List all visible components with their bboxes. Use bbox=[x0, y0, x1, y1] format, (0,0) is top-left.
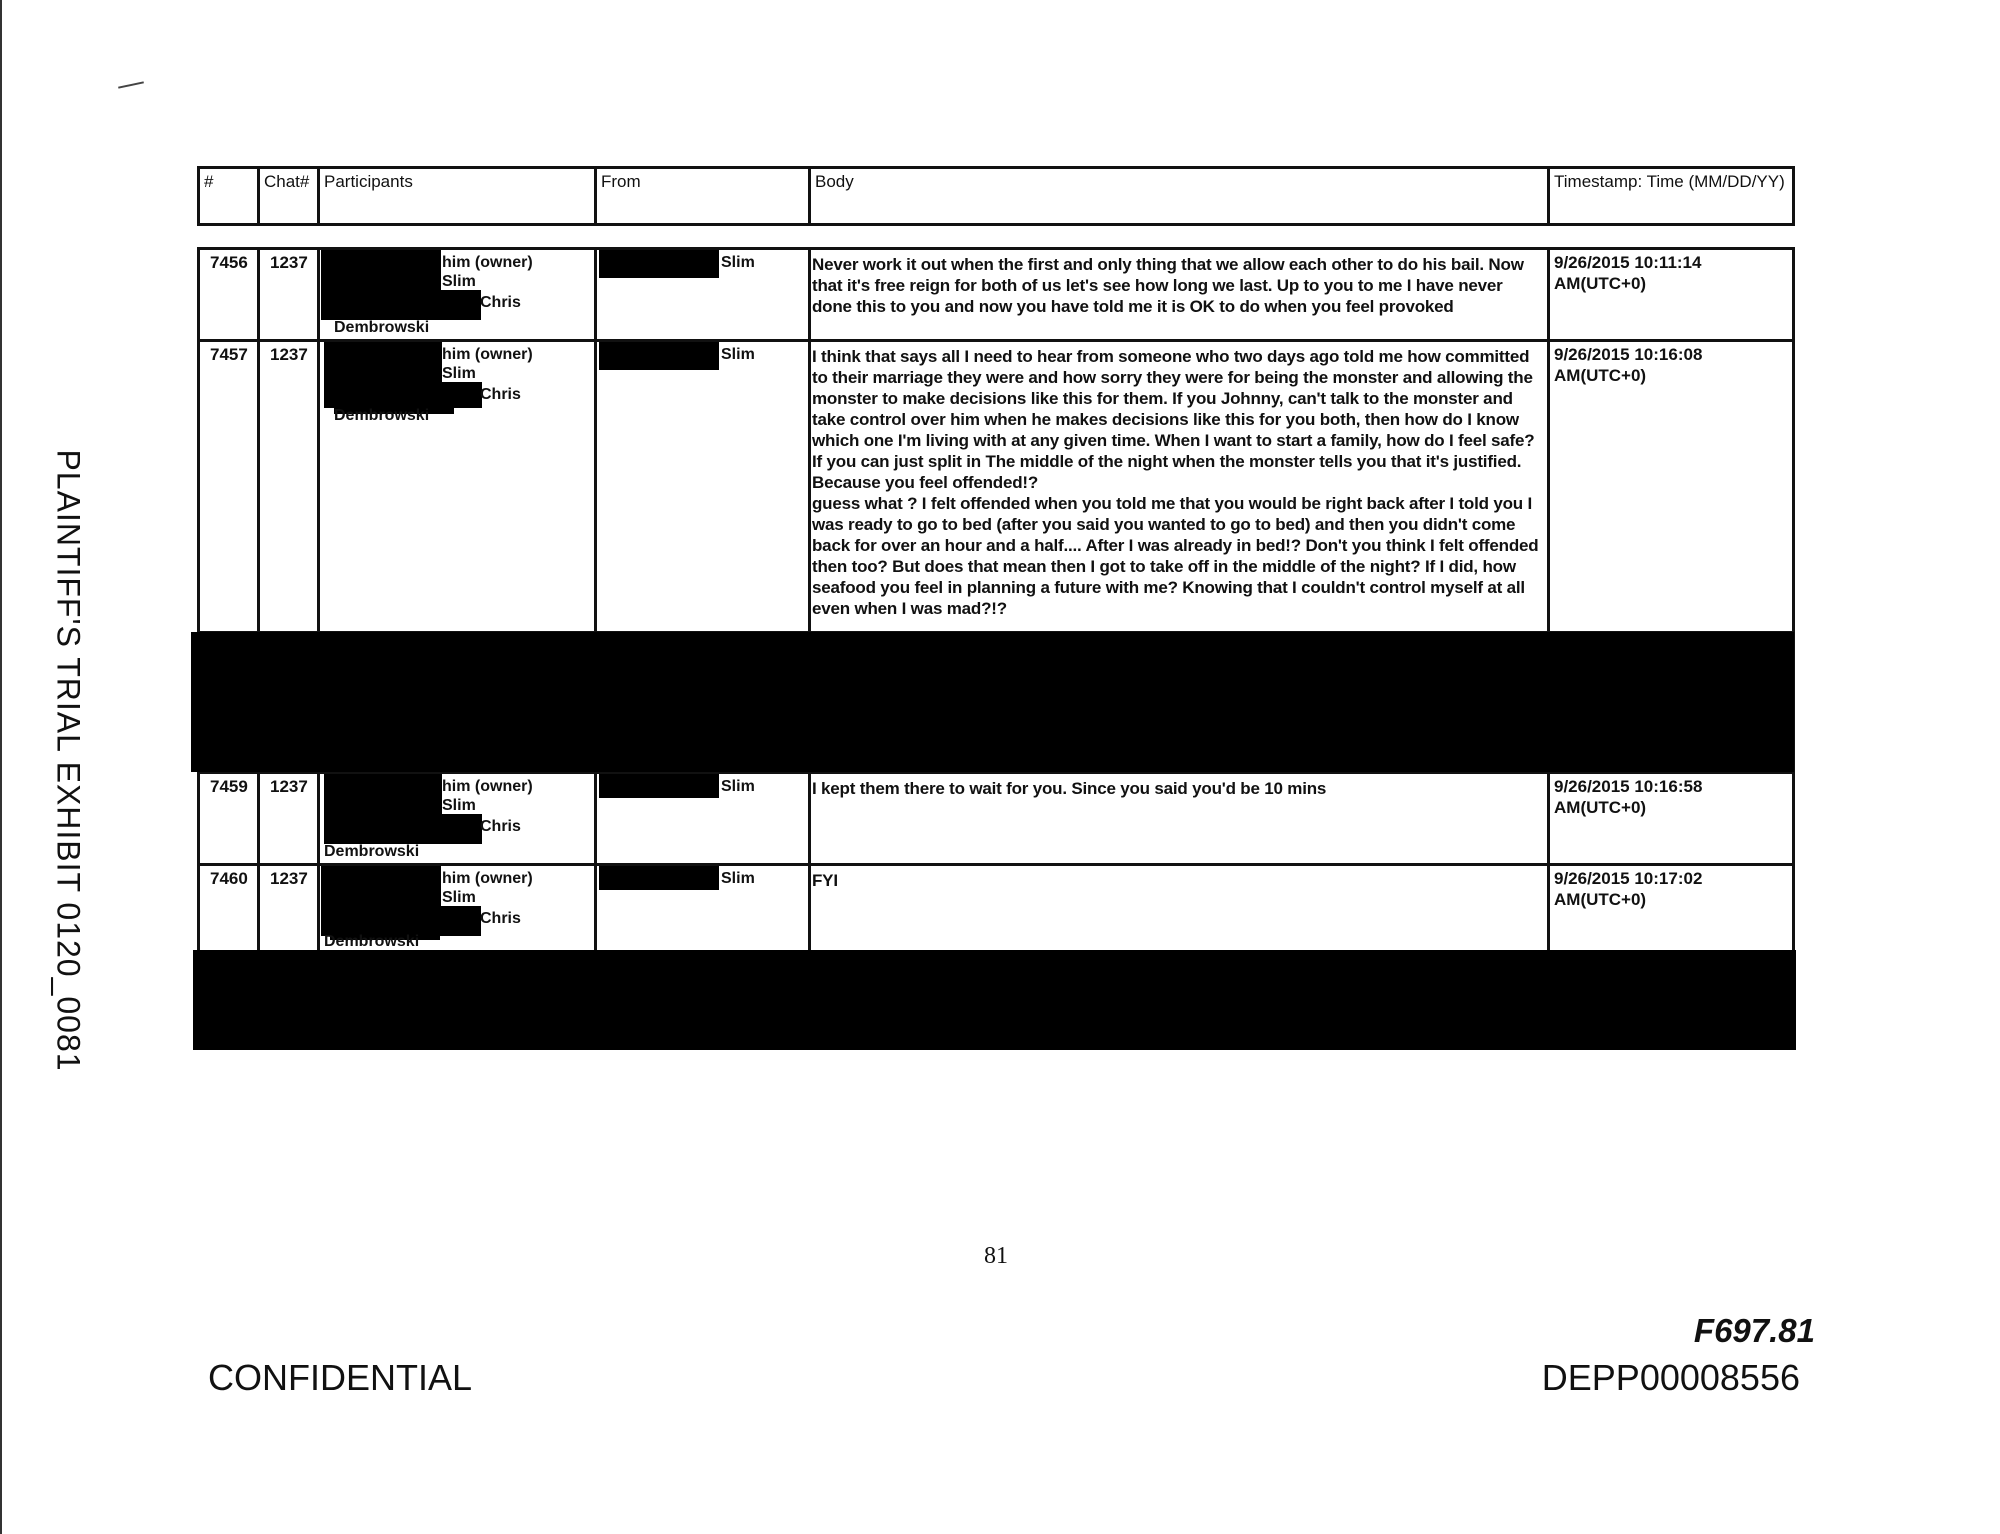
participant-dembrowski: Dembrowski bbox=[324, 933, 420, 950]
scan-mark bbox=[118, 81, 144, 88]
participants-cell bbox=[319, 249, 596, 341]
participants-cell bbox=[319, 865, 596, 957]
from-cell bbox=[596, 249, 810, 341]
redaction-bar bbox=[193, 950, 1796, 1050]
message-body: I kept them there to wait for you. Since you said you'd be 10 mins bbox=[810, 773, 1549, 865]
redaction-block bbox=[599, 774, 719, 798]
header-timestamp: Timestamp: Time (MM/DD/YY) bbox=[1549, 168, 1794, 225]
message-body: Never work it out when the first and only thing that we allow each other to do his bail. Now that it's free reign for both of us let's see how long we last. Up to you to me I have never done this to you and now you have told me it is OK to do when you feel provoked bbox=[810, 249, 1549, 341]
redaction-block bbox=[324, 774, 442, 818]
message-timestamp: 9/26/2015 10:11:14 AM(UTC+0) bbox=[1549, 249, 1794, 341]
table-row bbox=[199, 773, 1794, 865]
row-number: 7457 bbox=[199, 341, 259, 633]
redaction-bar bbox=[191, 632, 1794, 772]
redaction-block bbox=[321, 866, 441, 910]
from-cell bbox=[596, 865, 810, 957]
participant-owner: him (owner) bbox=[442, 346, 533, 363]
redaction-block bbox=[599, 250, 719, 278]
header-participants: Participants bbox=[319, 168, 596, 225]
participant-dembrowski: Dembrowski bbox=[334, 319, 430, 336]
chat-number: 1237 bbox=[259, 865, 319, 957]
from-cell bbox=[596, 341, 810, 633]
redaction-block bbox=[599, 342, 719, 370]
table-header bbox=[197, 166, 1795, 226]
from-name: Slim bbox=[721, 346, 755, 363]
table-row bbox=[199, 865, 1794, 957]
participant-chris: Chris bbox=[480, 910, 521, 927]
header-number: # bbox=[199, 168, 259, 225]
row-number: 7459 bbox=[199, 773, 259, 865]
participant-chris: Chris bbox=[480, 386, 521, 403]
row-number: 7460 bbox=[199, 865, 259, 957]
exhibit-label: PLAINTIFF'S TRIAL EXHIBIT 0120_0081 bbox=[50, 448, 87, 1072]
message-table bbox=[197, 247, 1795, 958]
page-left-edge bbox=[0, 0, 2, 1534]
redaction-block bbox=[324, 382, 482, 408]
message-body: FYI bbox=[810, 865, 1549, 957]
participant-owner: him (owner) bbox=[442, 778, 533, 795]
chat-number: 1237 bbox=[259, 341, 319, 633]
redaction-block bbox=[321, 250, 441, 294]
confidential-label: CONFIDENTIAL bbox=[208, 1357, 473, 1398]
message-timestamp: 9/26/2015 10:17:02 AM(UTC+0) bbox=[1549, 865, 1794, 957]
participant-slim: Slim bbox=[442, 889, 476, 906]
table-row bbox=[199, 341, 1794, 633]
header-from: From bbox=[596, 168, 810, 225]
exhibit-stamp bbox=[28, 440, 108, 1080]
form-code: F697.81 bbox=[1693, 1312, 1815, 1349]
message-timestamp: 9/26/2015 10:16:58 AM(UTC+0) bbox=[1549, 773, 1794, 865]
header-body: Body bbox=[810, 168, 1549, 225]
participant-dembrowski: Dembrowski bbox=[334, 407, 430, 424]
participant-slim: Slim bbox=[442, 273, 476, 290]
from-cell bbox=[596, 773, 810, 865]
participant-slim: Slim bbox=[442, 365, 476, 382]
participant-chris: Chris bbox=[480, 818, 521, 835]
from-name: Slim bbox=[721, 778, 755, 795]
row-number: 7456 bbox=[199, 249, 259, 341]
message-body: I think that says all I need to hear from someone who two days ago told me how committed to their marriage they were and how sorry they were for being the monster and allowing the monster to make decisions like this for them. If you Johnny, can't talk to the monster and take control over him when he makes decisions like this for you both, then how do I know which one I'm living with at any given time. When I want to start a family, how do I feel safe? If you can just split in The middle of the night when the monster tells you that it's justified. Because you feel offended!? guess what ? I felt offended when you told me that you would be right back after I told you I was ready to go to bed (after you said you wanted to go to bed) and then you didn't come back for over an hour and a half.... After I was already in bed!? Don't you think I felt offended then too? But does that mean then I got to take off in the middle of the night? If I did, how seafood you feel in planning a future with me? Knowing that I couldn't control myself at all even when I was mad?!? bbox=[810, 341, 1549, 633]
participant-owner: him (owner) bbox=[442, 254, 533, 271]
participants-cell bbox=[319, 773, 596, 865]
chat-number: 1237 bbox=[259, 773, 319, 865]
page-number: 81 bbox=[984, 1243, 1008, 1269]
redaction-block bbox=[321, 290, 481, 320]
participant-owner: him (owner) bbox=[442, 870, 533, 887]
chat-number: 1237 bbox=[259, 249, 319, 341]
redaction-block bbox=[324, 814, 482, 844]
participants-cell bbox=[319, 341, 596, 633]
bates-number: DEPP00008556 bbox=[1541, 1357, 1800, 1398]
redaction-block bbox=[599, 866, 719, 890]
header-chat: Chat# bbox=[259, 168, 319, 225]
message-timestamp: 9/26/2015 10:16:08 AM(UTC+0) bbox=[1549, 341, 1794, 633]
participant-slim: Slim bbox=[442, 797, 476, 814]
participant-chris: Chris bbox=[480, 294, 521, 311]
from-name: Slim bbox=[721, 870, 755, 887]
from-name: Slim bbox=[721, 254, 755, 271]
participant-dembrowski: Dembrowski bbox=[324, 843, 420, 860]
table-row bbox=[199, 249, 1794, 341]
